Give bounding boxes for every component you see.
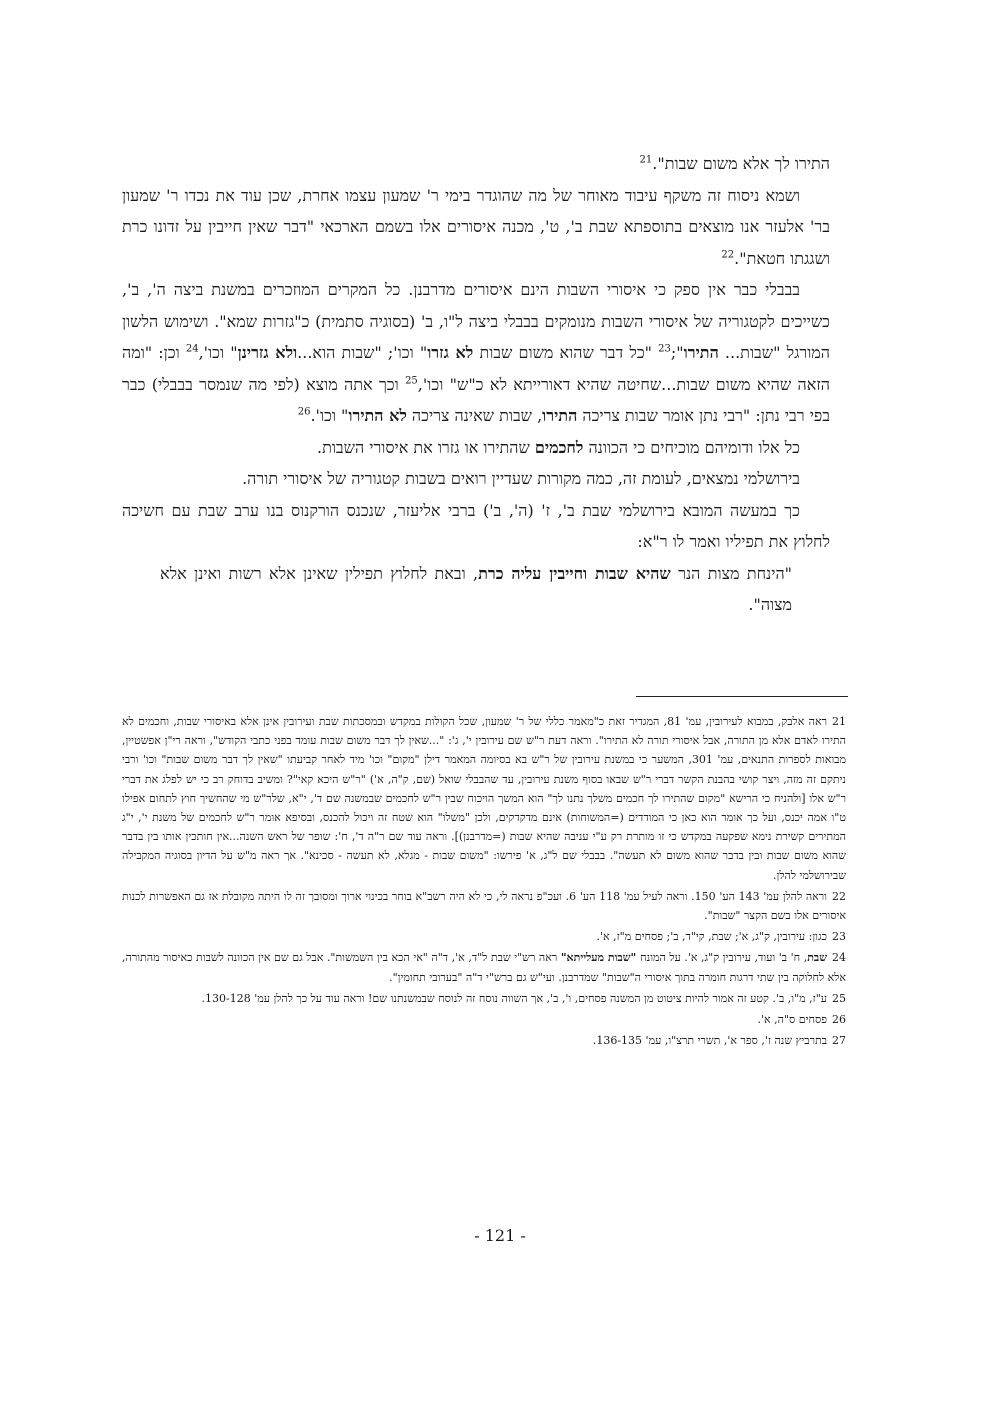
footnote: 26פסחים ס"ה, א'.	[757, 1013, 846, 1027]
paragraph: התירו לך אלא משום שבות".$^{21}$	[639, 154, 830, 173]
footnote-ref: 25	[405, 375, 418, 387]
footnote-number: 23	[832, 930, 846, 944]
bold-term: שבת	[807, 951, 828, 965]
footnote-number: 25	[832, 991, 846, 1005]
footnote-number: 26	[832, 1013, 846, 1027]
main-text	[122, 148, 830, 621]
footnote-separator	[636, 696, 848, 697]
paragraph: כל אלו ודומיהם מוכיחים כי הכוונה לחכמים שהתירו או גזרו את איסורי השבות.	[316, 437, 800, 457]
paragraph: כך במעשה המובא בירושלמי שבת ב', ז' (ה', ב') ברבי אליעזר, שנכנס הורקנוס בנו ערב שבת עם חשיכה לחלוץ את תפיליו ואמר לו ר"א:	[122, 500, 830, 551]
footnote-number: 21	[832, 715, 846, 728]
bold-term: התירו	[542, 406, 578, 425]
page-number: - 121 -	[474, 1226, 526, 1245]
footnote-ref: 21	[639, 154, 653, 166]
footnote: 22וראה להלן עמ' 143 הע' 150. וראה לעיל עמ' 118 הע' 6. ועכ"פ נראה לי, כי לא היה רשב"א בוחר בכינוי ארוך ומסובך זה לו היתה מקובלת אז גם האפשרות לכנות איסורים אלו בשם הקצר "שבות".	[122, 889, 846, 923]
bold-term: ולא גזרינן	[237, 343, 298, 362]
footnotes	[122, 712, 846, 1052]
paragraph: ושמא ניסוח זה משקף עיבוד מאוחר של מה שהוגדר בימי ר' שמעון עצמו אחרת, שכן עוד את נכדו ר' שמעון בר' אלעזר אנו מוצאים בתוספתא שבת ב', ט', מכנה איסורים אלו בשמם הארכאי "דבר שאין חייבין על זדונו כרת ושגגתו חטאת".$^{22}$	[122, 185, 830, 268]
footnote-number: 24	[832, 951, 847, 965]
block-quote: "הינחת מצות הנר שהיא שבות וחייבין עליה כרת, ובאת לחלוץ תפילין שאינן אלא רשות ואינן אלא מצוה".	[160, 563, 793, 614]
footnote-ref: 23	[658, 343, 671, 355]
bold-term: "שבות מעלייתא"	[560, 951, 641, 965]
footnote: 27בתרביץ שנה ז', ספר א', תשרי תרצ"ו, עמ' 136-135.	[592, 1034, 846, 1048]
bold-term: לא גזרו	[427, 343, 474, 362]
footnote-ref: 26	[297, 406, 311, 418]
footnote: 21ראה אלבק, במבוא לעירובין, עמ' 81, המגדיר זאת כ"מאמר כללי של ר' שמעון, שכל הקולות במקדש ובמסכתות שבת ועירובין אינן אלא באיסורי שבות, וחכמים לא התירו לאדם אלא מן התורה, אבל איסורי תורה לא התירו". וראה דעת ר"ש שם עירובין י', ג': "...שאין לך דבר משום שבות עומד בפני כתבי הקודש", וראה רי"ן אפשטיין, מבואות לספרות התנאים, עמ' 301, המשער כי במשנת עירובין של ר"ש בא בסיומה המאמר דילן "מקום" וכו' מיד לאחר קביעתו "שאין לך דבר משום שבות" וכו' ורבי ניתקם זה מזה, ויצר קושי בהבנת הקשר דברי ר"ש שבאו בסוף משנת עירובין, עד שהבבלי שואל (שם, ק"ה, א') "ר"ש היכא קאי"? ומשיב בדוחק רב כי יש לפלג את דברי ר"ש אלו [ולהניח כי הרישא "מקום שהתירו לך חכמים משלך נתנו לך" הוא המשך הויכוח שבין ר"ש לחכמים שבמשנה שם ד', י"א, שלר"ש מי שהחשיך חוץ לתחום אפילו ט"ו אמה יכנס, ועל כך אומר הוא כאן כי המודדים (=המשוחות) אינם מדקדקים, ולכן "משלו" הוא שטח זה ויכול להכנס, ובסיפא אומר ר"ש לחכמים של משנת י', י"ג המתירים קשירת נימא שפקעה במקדש כי זו מותרת רק ע"י עניבה שהיא שבות (=מדרבנן)]. וראה עוד שם ר"ה ד', ח': שופר של ראש השנה...אין חותכין אותו בין בדבר שהוא משום שבות ובין בדבר שהוא משום לא תעשה". בבבלי שם ל"ג, א' פירשו: "משום שבות - מגלא, לא תעשה - סכינא". אך ראה מ"ש על הדיון בסוגיה המקבילה שבירושלמי להלן.	[122, 715, 846, 882]
footnote: 25ע"ז, מ"ו, ב'. קטע זה אמור להיות ציטוט מן המשנה פסחים, ו', ב', אך השווה נוסח זה לנוסח שבמשנתנו שם! וראה עוד על כך להלן עמ' 130-128.	[201, 991, 846, 1005]
footnote-number: 27	[832, 1034, 846, 1048]
footnote: 23כגון: עירובין, ק"ג, א'; שבת, קי"ד, ב'; פסחים מ"ז, א'.	[596, 930, 846, 944]
paragraph: בבבלי כבר אין ספק כי איסורי השבות הינם איסורים מדרבנן. כל המקרים המוזכרים במשנת ביצה ה', ב', כשייכים לקטגוריה של איסורי השבות מנומקים בבבלי ביצה ל"ו, ב' (בסוגיה סתמית) כ"גזרות שמא". ושימוש הלשון המורגל "שבות... התירו";$^{23}$ "כל דבר שהוא משום שבות לא גזרו" וכו'; "שבות הוא...ולא גזרינן" וכו',$^{24}$ וכן: "ומה הזאה שהיא משום שבות...שחיטה שהיא דאורייתא לא כ"ש" וכו',$^{25}$ וכך אתה מוצא (לפי מה שנמסר בבבלי) כבר בפי רבי נתן: "רבי נתן אומר שבות צריכה התירו, שבות שאינה צריכה לא התירו" וכו'.$^{26}$	[122, 280, 831, 425]
bold-term: לא התירו	[348, 406, 407, 425]
bold-term: לחכמים	[534, 437, 584, 457]
bold-term: התירו	[683, 343, 719, 362]
footnote-ref: 24	[185, 343, 199, 355]
footnote-number: 22	[831, 889, 846, 903]
paragraph: בירושלמי נמצאים, לעומת זה, כמה מקורות שעדיין רואים בשבות קטגוריה של איסורי תורה.	[242, 469, 800, 488]
footnote: 24שבת, ח' ב' ועוד, עירובין ק"ג, א'. על המונח "שבות מעלייתא" ראה רש"י שבת ל"ד, א', ד"ה "אי הכא בין השמשות". אבל גם שם אין הכוונה לשבות כאיסור מהתורה, אלא לחלוקה בין שתי דרגות חומרה בתוך איסורי ה"שבות" שמדרבנן. ועי"ש גם ברש"י ד"ה "בערובי תחומין".	[122, 951, 847, 984]
bold-term: שהיא שבות וחייבין עליה כרת	[478, 563, 671, 583]
footnote-ref: 22	[721, 249, 735, 261]
